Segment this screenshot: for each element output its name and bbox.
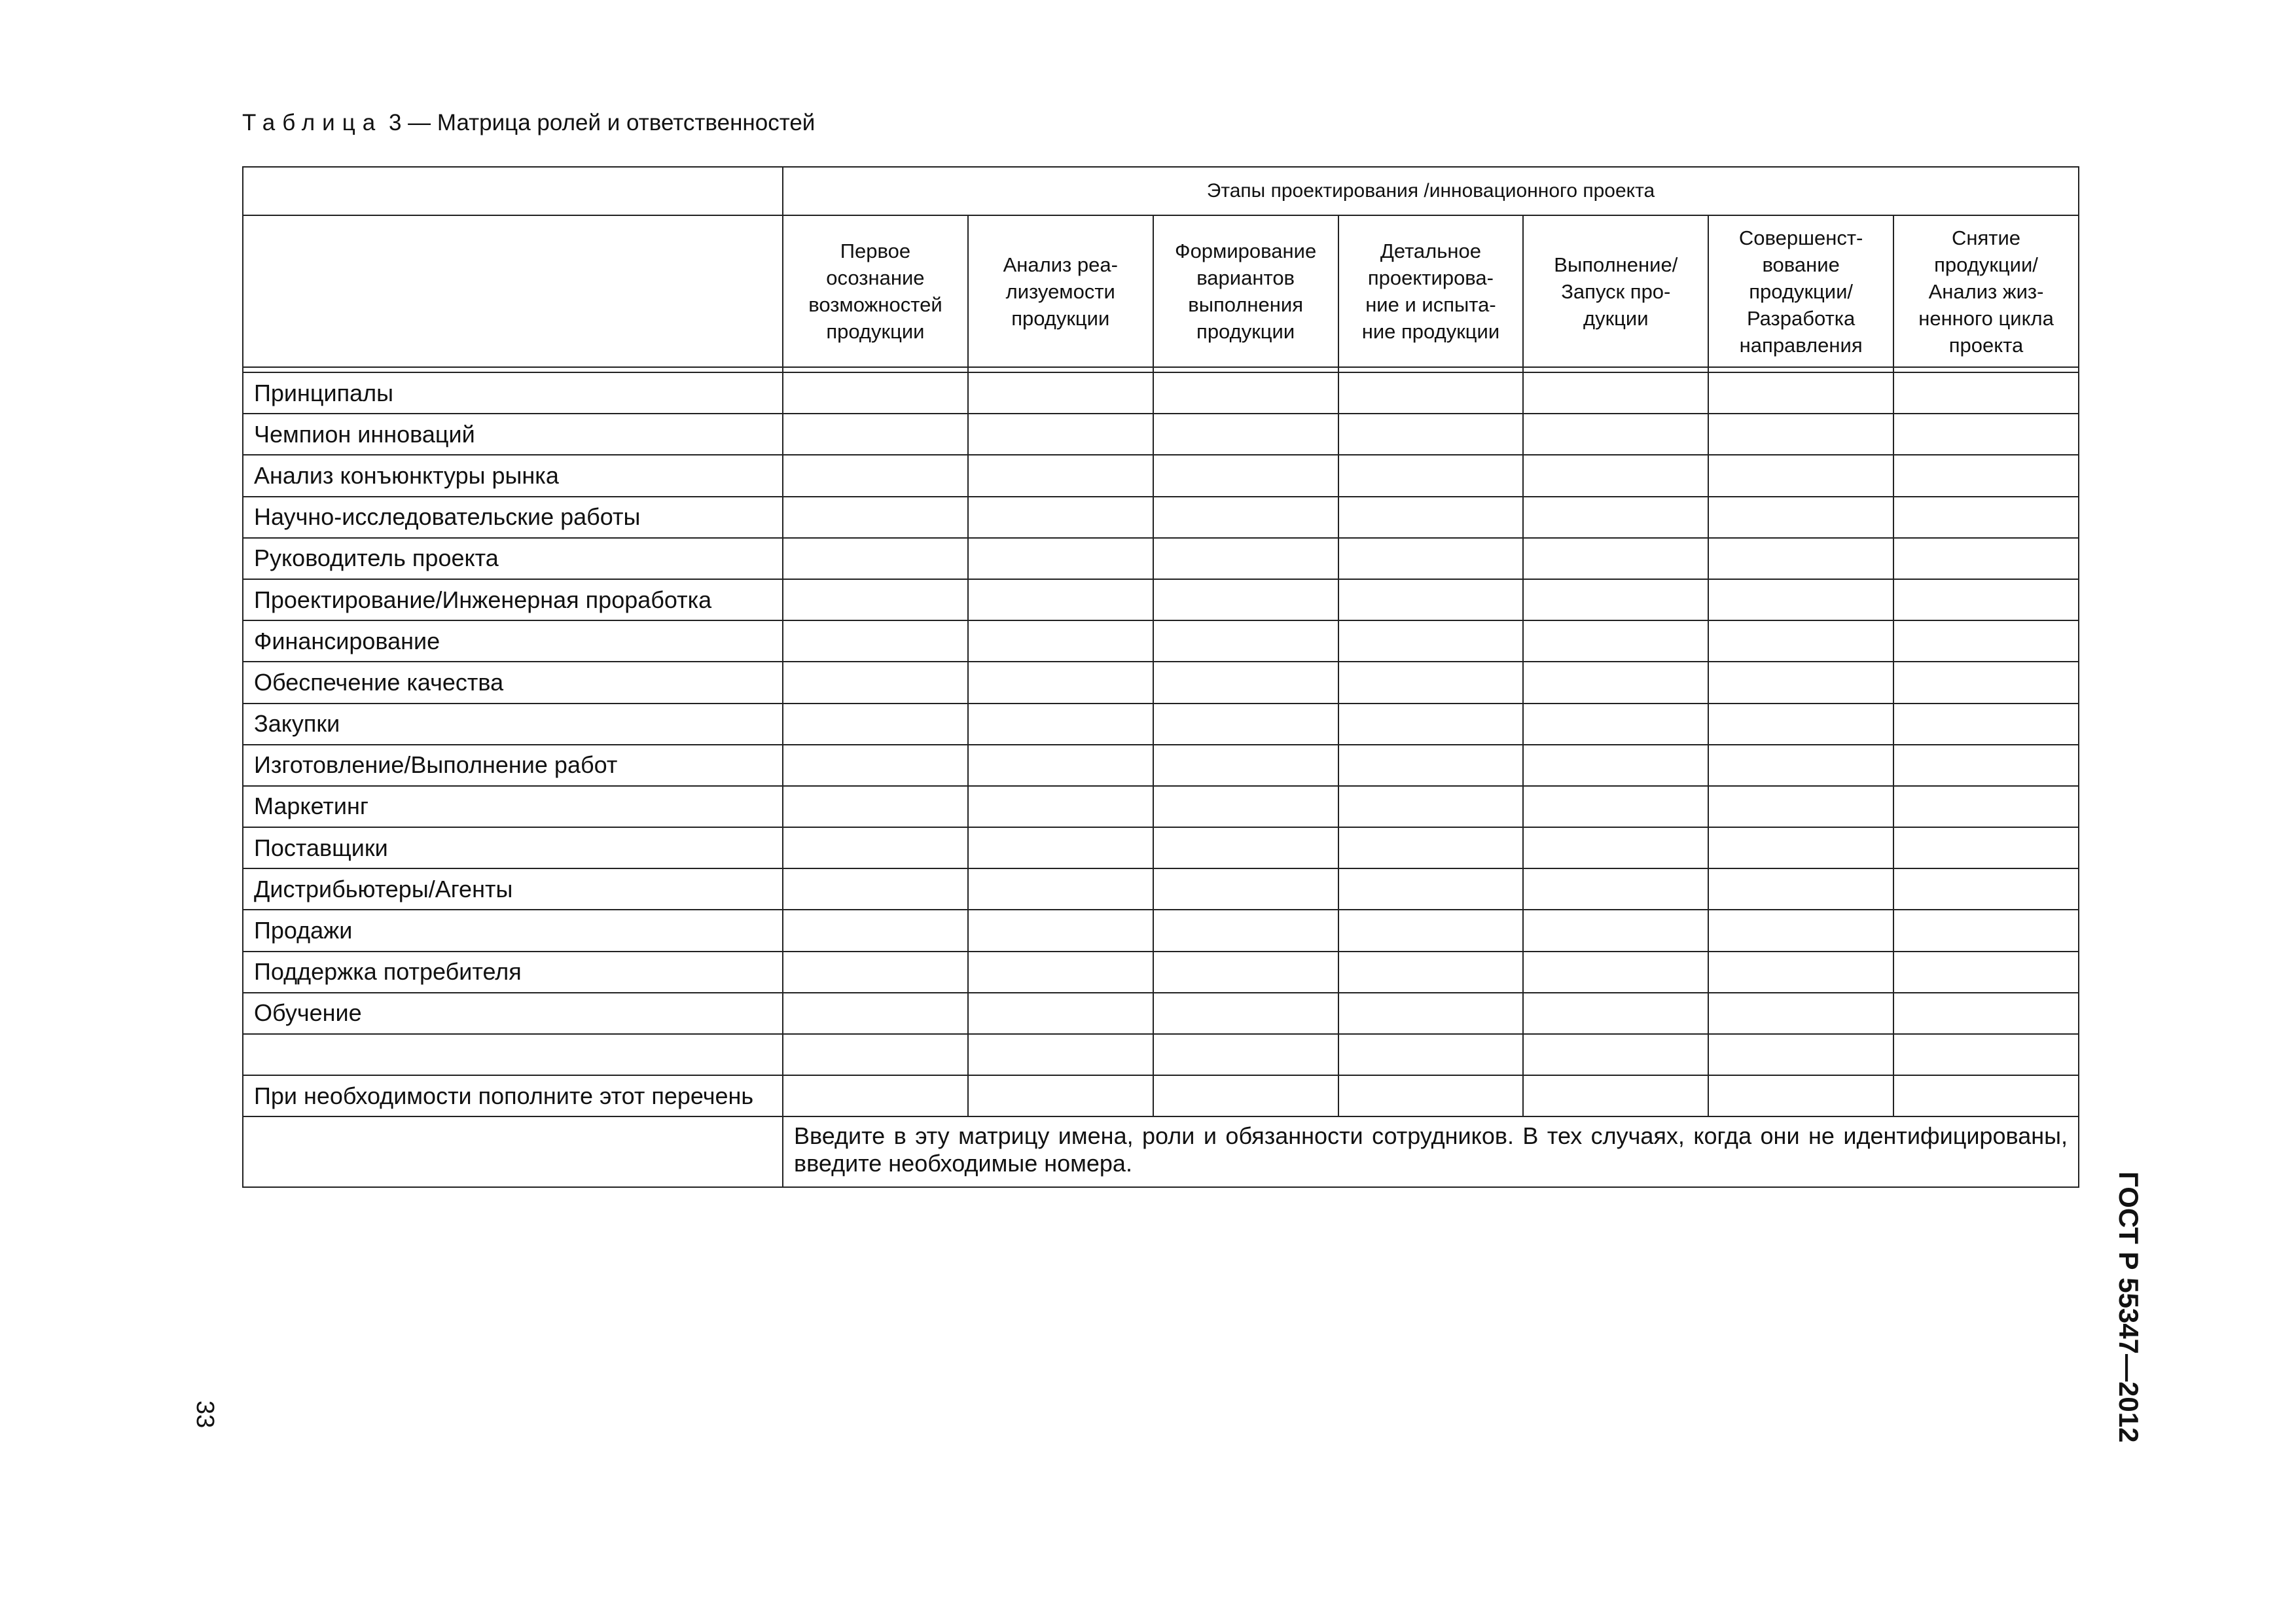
matrix-cell[interactable]	[968, 1034, 1153, 1075]
corner-cell	[243, 167, 783, 215]
table-row	[243, 910, 2079, 951]
matrix-cell[interactable]	[1523, 662, 1708, 703]
matrix-cell[interactable]	[783, 786, 968, 827]
matrix-cell[interactable]	[1338, 497, 1524, 538]
table-row	[243, 497, 2079, 538]
caption-number: 3	[388, 110, 402, 135]
matrix-cell[interactable]	[1153, 952, 1338, 993]
role-name-cell: Принципалы	[243, 372, 783, 414]
matrix-cell[interactable]	[1708, 910, 1893, 951]
table-row	[243, 704, 2079, 745]
caption-label: Таблица	[242, 110, 383, 135]
matrix-cell[interactable]	[1708, 662, 1893, 703]
role-name-cell: Дистрибьютеры/Агенты	[243, 868, 783, 910]
table-row	[243, 827, 2079, 868]
table-row	[243, 538, 2079, 579]
matrix-cell[interactable]	[783, 372, 968, 414]
matrix-cell[interactable]	[1523, 993, 1708, 1034]
matrix-cell[interactable]	[1893, 910, 2079, 951]
matrix-cell[interactable]	[1338, 620, 1524, 662]
matrix-cell[interactable]	[968, 993, 1153, 1034]
matrix-cell[interactable]	[1338, 662, 1524, 703]
matrix-cell[interactable]	[1708, 868, 1893, 910]
matrix-cell[interactable]	[1523, 455, 1708, 496]
matrix-cell[interactable]	[1153, 414, 1338, 455]
role-name-cell: Продажи	[243, 910, 783, 951]
separator-cell	[1153, 367, 1338, 372]
matrix-cell[interactable]	[1523, 704, 1708, 745]
matrix-cell[interactable]	[1523, 910, 1708, 951]
separator-cell	[1893, 367, 2079, 372]
corner-cell-lower	[243, 215, 783, 367]
table-row	[243, 1034, 2079, 1075]
role-name-cell: Поставщики	[243, 827, 783, 868]
matrix-cell[interactable]	[1893, 827, 2079, 868]
separator-cell	[1523, 367, 1708, 372]
matrix-cell[interactable]	[1893, 620, 2079, 662]
matrix-cell[interactable]	[783, 538, 968, 579]
matrix-cell[interactable]	[968, 538, 1153, 579]
matrix-cell[interactable]	[1708, 1075, 1893, 1116]
matrix-cell[interactable]	[1893, 993, 2079, 1034]
matrix-cell[interactable]	[1893, 497, 2079, 538]
matrix-cell[interactable]	[1338, 786, 1524, 827]
matrix-cell[interactable]	[1153, 786, 1338, 827]
separator-cell	[1708, 367, 1893, 372]
matrix-cell[interactable]	[1523, 579, 1708, 620]
matrix-cell[interactable]	[783, 620, 968, 662]
matrix-cell[interactable]	[1153, 827, 1338, 868]
matrix-cell[interactable]	[1523, 952, 1708, 993]
matrix-cell[interactable]	[1153, 745, 1338, 786]
matrix-cell[interactable]	[783, 910, 968, 951]
matrix-cell[interactable]	[1893, 455, 2079, 496]
caption-title: — Матрица ролей и ответственностей	[408, 110, 816, 135]
role-name-cell: Закупки	[243, 704, 783, 745]
matrix-cell[interactable]	[968, 497, 1153, 538]
role-name-cell: Анализ конъюнктуры рынка	[243, 455, 783, 496]
note-row	[243, 1116, 2079, 1187]
table-row	[243, 952, 2079, 993]
role-name-cell: Руководитель проекта	[243, 538, 783, 579]
matrix-cell[interactable]	[1523, 620, 1708, 662]
stage-header-3: Формирование вариантов выполнения продукции	[1153, 215, 1338, 367]
matrix-cell[interactable]	[1893, 704, 2079, 745]
matrix-cell[interactable]	[968, 910, 1153, 951]
matrix-cell[interactable]	[783, 579, 968, 620]
standard-code: ГОСТ Р 55347—2012	[2113, 1171, 2144, 1443]
matrix-cell[interactable]	[1338, 704, 1524, 745]
matrix-cell[interactable]	[1893, 414, 2079, 455]
matrix-cell[interactable]	[1708, 579, 1893, 620]
matrix-cell[interactable]	[1523, 745, 1708, 786]
matrix-cell[interactable]	[1153, 868, 1338, 910]
matrix-cell[interactable]	[1708, 455, 1893, 496]
matrix-cell[interactable]	[1153, 1034, 1338, 1075]
table-row	[243, 579, 2079, 620]
matrix-cell[interactable]	[1893, 538, 2079, 579]
role-name-cell: Поддержка потребителя	[243, 952, 783, 993]
matrix-cell[interactable]	[783, 704, 968, 745]
matrix-cell[interactable]	[968, 745, 1153, 786]
matrix-cell[interactable]	[1708, 1034, 1893, 1075]
matrix-cell[interactable]	[1523, 538, 1708, 579]
separator-cell	[968, 367, 1153, 372]
matrix-cell[interactable]	[1708, 704, 1893, 745]
role-name-cell: При необходимости пополните этот перечень	[243, 1075, 783, 1116]
matrix-cell[interactable]	[783, 414, 968, 455]
matrix-cell[interactable]	[1338, 910, 1524, 951]
role-name-cell	[243, 1034, 783, 1075]
responsibility-matrix	[242, 166, 2078, 1179]
matrix-cell[interactable]	[1523, 497, 1708, 538]
table-row	[243, 620, 2079, 662]
separator-cell	[1338, 367, 1524, 372]
matrix-cell[interactable]	[1153, 1075, 1338, 1116]
matrix-cell[interactable]	[1708, 952, 1893, 993]
matrix-cell[interactable]	[1523, 868, 1708, 910]
matrix-cell[interactable]	[783, 827, 968, 868]
matrix-cell[interactable]	[968, 786, 1153, 827]
matrix-cell[interactable]	[1708, 372, 1893, 414]
matrix-cell[interactable]	[1338, 993, 1524, 1034]
matrix-cell[interactable]	[1708, 786, 1893, 827]
matrix-cell[interactable]	[1338, 372, 1524, 414]
matrix-cell[interactable]	[1708, 620, 1893, 662]
matrix-cell[interactable]	[783, 952, 968, 993]
matrix-cell[interactable]	[1708, 497, 1893, 538]
matrix-cell[interactable]	[1523, 372, 1708, 414]
matrix-cell[interactable]	[783, 1034, 968, 1075]
matrix-note: Введите в эту матрицу имена, роли и обязанности сотрудников. В тех случаях, когда они не идентифицированы, введите необходимые номера.	[783, 1116, 2079, 1187]
matrix-cell[interactable]	[783, 868, 968, 910]
matrix-cell[interactable]	[968, 620, 1153, 662]
matrix-cell[interactable]	[1153, 993, 1338, 1034]
table-row	[243, 868, 2079, 910]
matrix-cell[interactable]	[1708, 538, 1893, 579]
matrix-cell[interactable]	[968, 704, 1153, 745]
matrix-cell[interactable]	[1523, 786, 1708, 827]
role-name-cell: Обеспечение качества	[243, 662, 783, 703]
matrix-cell[interactable]	[1153, 538, 1338, 579]
matrix-cell[interactable]	[783, 455, 968, 496]
matrix-cell[interactable]	[968, 372, 1153, 414]
matrix-cell[interactable]	[783, 662, 968, 703]
separator-cell	[783, 367, 968, 372]
matrix-cell[interactable]	[1893, 1034, 2079, 1075]
matrix-cell[interactable]	[1153, 372, 1338, 414]
matrix-cell[interactable]	[1893, 579, 2079, 620]
matrix-cell[interactable]	[1708, 993, 1893, 1034]
matrix-cell[interactable]	[1523, 414, 1708, 455]
stage-header-5: Выполнение/ Запуск про- дукции	[1523, 215, 1708, 367]
header-separator-row	[243, 367, 2079, 372]
matrix-cell[interactable]	[1523, 1034, 1708, 1075]
matrix-cell[interactable]	[1338, 868, 1524, 910]
table-row	[243, 745, 2079, 786]
matrix-cell[interactable]	[1153, 579, 1338, 620]
matrix-cell[interactable]	[1153, 620, 1338, 662]
stages-header: Этапы проектирования /инновационного проекта	[783, 167, 2079, 215]
matrix-cell[interactable]	[968, 579, 1153, 620]
matrix-cell[interactable]	[1893, 745, 2079, 786]
matrix-cell[interactable]	[1893, 1075, 2079, 1116]
page-number: 33	[191, 1400, 219, 1429]
matrix-cell[interactable]	[1153, 497, 1338, 538]
matrix-cell[interactable]	[968, 662, 1153, 703]
matrix-cell[interactable]	[1523, 1075, 1708, 1116]
table-row	[243, 786, 2079, 827]
table-row	[243, 993, 2079, 1034]
matrix-table	[242, 166, 2079, 1188]
matrix-cell[interactable]	[1523, 827, 1708, 868]
matrix-cell[interactable]	[1708, 414, 1893, 455]
matrix-cell[interactable]	[1708, 827, 1893, 868]
role-name-cell: Обучение	[243, 993, 783, 1034]
matrix-cell[interactable]	[968, 414, 1153, 455]
matrix-cell[interactable]	[1338, 745, 1524, 786]
matrix-cell[interactable]	[1338, 455, 1524, 496]
table-row	[243, 1075, 2079, 1116]
matrix-cell[interactable]	[783, 745, 968, 786]
matrix-cell[interactable]	[968, 827, 1153, 868]
table-row	[243, 455, 2079, 496]
matrix-cell[interactable]	[1893, 662, 2079, 703]
table-caption	[242, 110, 815, 136]
stage-header-1: Первое осознание возможностей продукции	[783, 215, 968, 367]
role-name-cell: Чемпион инноваций	[243, 414, 783, 455]
stage-header-4: Детальное проектирова- ние и испыта- ние продукции	[1338, 215, 1524, 367]
table-row	[243, 414, 2079, 455]
stage-header-6: Совершенст- вование продукции/ Разработка направления	[1708, 215, 1893, 367]
matrix-cell[interactable]	[968, 952, 1153, 993]
matrix-cell[interactable]	[1338, 1034, 1524, 1075]
matrix-cell[interactable]	[1893, 952, 2079, 993]
matrix-cell[interactable]	[1893, 372, 2079, 414]
separator-cell	[243, 367, 783, 372]
matrix-cell[interactable]	[968, 1075, 1153, 1116]
table-row	[243, 662, 2079, 703]
matrix-cell[interactable]	[783, 993, 968, 1034]
role-name-cell: Изготовление/Выполнение работ	[243, 745, 783, 786]
table-row	[243, 372, 2079, 414]
role-name-cell: Маркетинг	[243, 786, 783, 827]
matrix-cell[interactable]	[783, 497, 968, 538]
note-blank-cell	[243, 1116, 783, 1187]
matrix-cell[interactable]	[968, 455, 1153, 496]
role-name-cell: Проектирование/Инженерная проработка	[243, 579, 783, 620]
stage-header-2: Анализ реа- лизуемости продукции	[968, 215, 1153, 367]
matrix-cell[interactable]	[1893, 786, 2079, 827]
header-row-top	[243, 167, 2079, 215]
matrix-cell[interactable]	[1893, 868, 2079, 910]
matrix-cell[interactable]	[1708, 745, 1893, 786]
stage-header-7: Снятие продукции/ Анализ жиз- ненного цикла проекта	[1893, 215, 2079, 367]
role-name-cell: Финансирование	[243, 620, 783, 662]
matrix-cell[interactable]	[1338, 952, 1524, 993]
matrix-cell[interactable]	[968, 868, 1153, 910]
matrix-cell[interactable]	[1338, 414, 1524, 455]
matrix-cell[interactable]	[1153, 662, 1338, 703]
matrix-cell[interactable]	[1153, 910, 1338, 951]
matrix-cell[interactable]	[783, 1075, 968, 1116]
header-row-stages	[243, 215, 2079, 367]
matrix-cell[interactable]	[1153, 704, 1338, 745]
matrix-cell[interactable]	[1338, 579, 1524, 620]
matrix-cell[interactable]	[1338, 538, 1524, 579]
role-name-cell: Научно-исследовательские работы	[243, 497, 783, 538]
matrix-cell[interactable]	[1338, 827, 1524, 868]
matrix-cell[interactable]	[1153, 455, 1338, 496]
matrix-cell[interactable]	[1338, 1075, 1524, 1116]
